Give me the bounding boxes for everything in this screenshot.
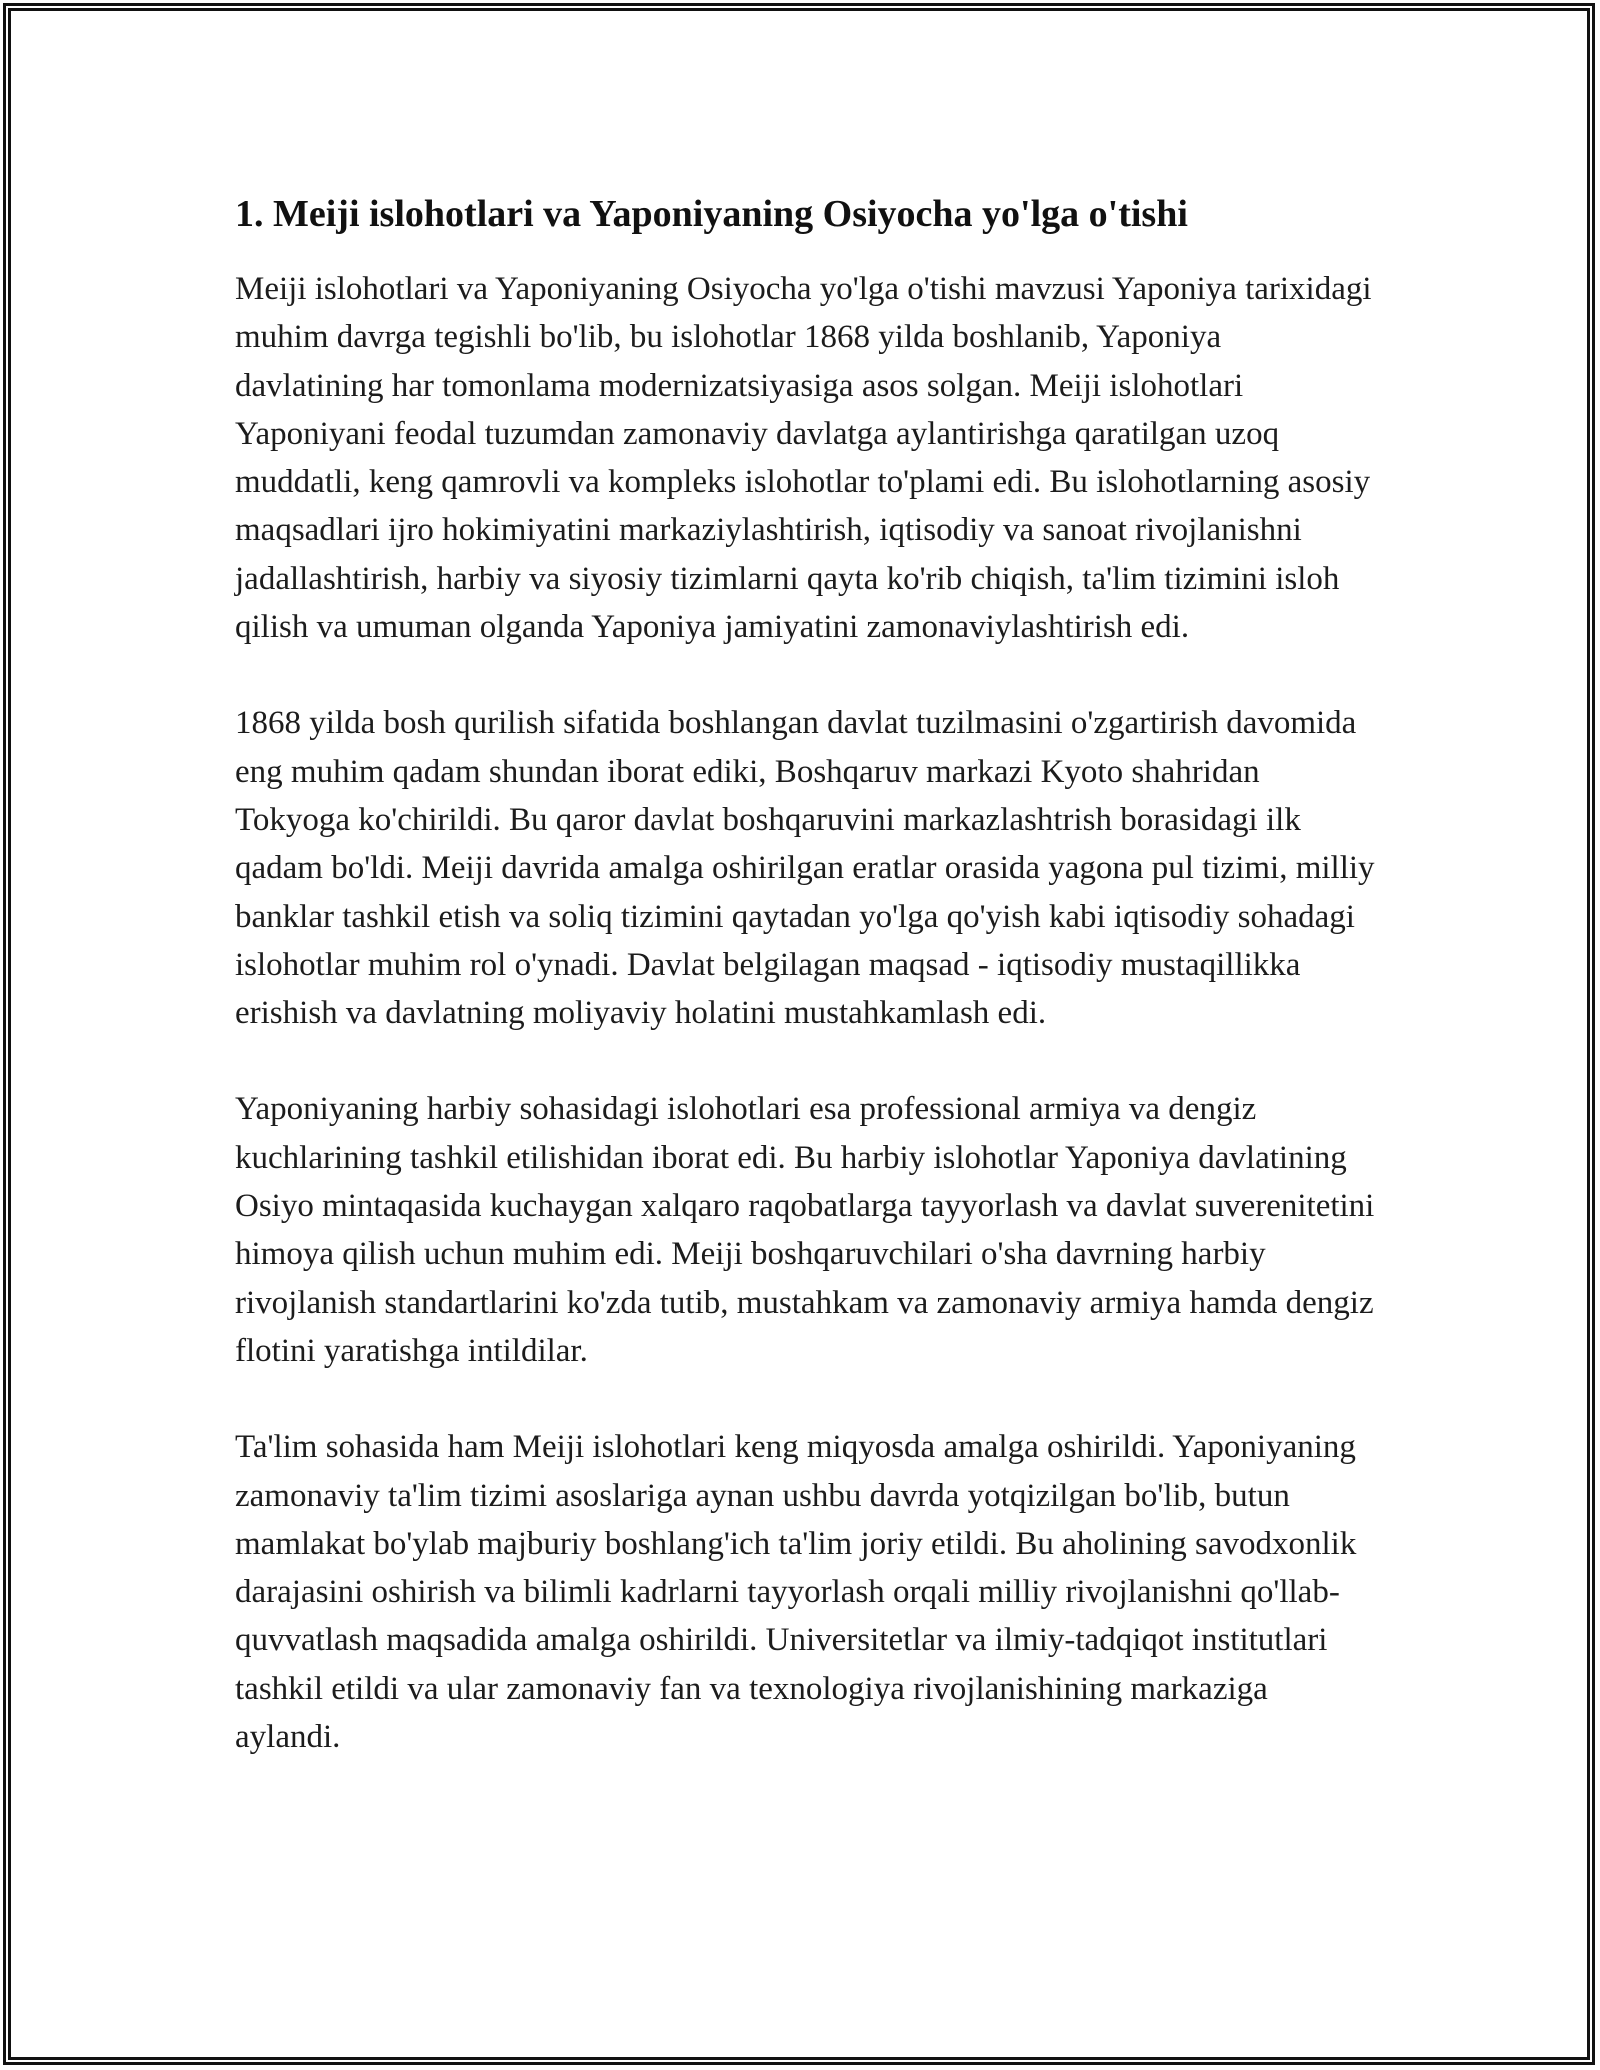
- paragraph-state-economy: 1868 yilda bosh qurilish sifatida boshlangan davlat tuzilmasini o'zgartirish davomida eng muhim qadam shundan iborat ediki, Boshqaruv markazi Kyoto shahridan Tokyoga ko'chirildi. Bu qaror davlat boshqaruvini markazlashtrish borasidagi ilk qadam bo'ldi. Meiji davrida amalga oshirilgan eratlar orasida yagona pul tizimi, milliy banklar tashkil etish va soliq tizimini qaytadan yo'lga qo'yish kabi iqtisodiy sohadagi islohotlar muhim rol o'ynadi. Davlat belgilagan maqsad - iqtisodiy mustaqillikka erishish va davlatning moliyaviy holatini mustahkamlash edi.: [235, 705, 1375, 1032]
- paragraph-intro: Meiji islohotlari va Yaponiyaning Osiyocha yo'lga o'tishi mavzusi Yaponiya tarixidagi muhim davrga tegishli bo'lib, bu islohotlar 1868 yilda boshlanib, Yaponiya davlatining har tomonlama modernizatsiyasiga asos solgan. Meiji islohotlari Yaponiyani feodal tuzumdan zamonaviy davlatga aylantirishga qaratilgan uzoq muddatli, keng qamrovli va kompleks islohotlar to'plami edi. Bu islohotlarning asosiy maqsadlari ijro hokimiyatini markaziylashtirish, iqtisodiy va sanoat rivojlanishni jadallashtirish, harbiy va siyosiy tizimlarni qayta ko'rib chiqish, ta'lim tizimini isloh qilish va umuman olganda Yaponiya jamiyatini zamonaviylashtirish edi.: [235, 271, 1372, 646]
- document-body: [235, 185, 1375, 1761]
- paragraph-military: Yaponiyaning harbiy sohasidagi islohotlari esa professional armiya va dengiz kuchlarining tashkil etilishidan iborat edi. Bu harbiy islohotlar Yaponiya davlatining Osiyo mintaqasida kuchaygan xalqaro raqobatlarga tayyorlash va davlat suverenitetini himoya qilish uchun muhim edi. Meiji boshqaruvchilari o'sha davrning harbiy rivojlanish standartlarini ko'zda tutib, mustahkam va zamonaviy armiya hamda dengiz flotini yaratishga intildilar.: [235, 1091, 1375, 1369]
- section-heading: 1. Meiji islohotlari va Yaponiyaning Osiyocha yo'lga o'tishi: [235, 193, 1188, 235]
- paragraph-education: Ta'lim sohasida ham Meiji islohotlari keng miqyosda amalga oshirildi. Yaponiyaning zamonaviy ta'lim tizimi asoslariga aynan ushbu davrda yotqizilgan bo'lib, butun mamlakat bo'ylab majburiy boshlang'ich ta'lim joriy etildi. Bu aholining savodxonlik darajasini oshirish va bilimli kadrlarni tayyorlash orqali milliy rivojlanishni qo'llab-quvvatlash maqsadida amalga oshirildi. Universitetlar va ilmiy-tadqiqot institutlari tashkil etildi va ular zamonaviy fan va texnologiya rivojlanishining markaziga aylandi.: [235, 1429, 1357, 1756]
